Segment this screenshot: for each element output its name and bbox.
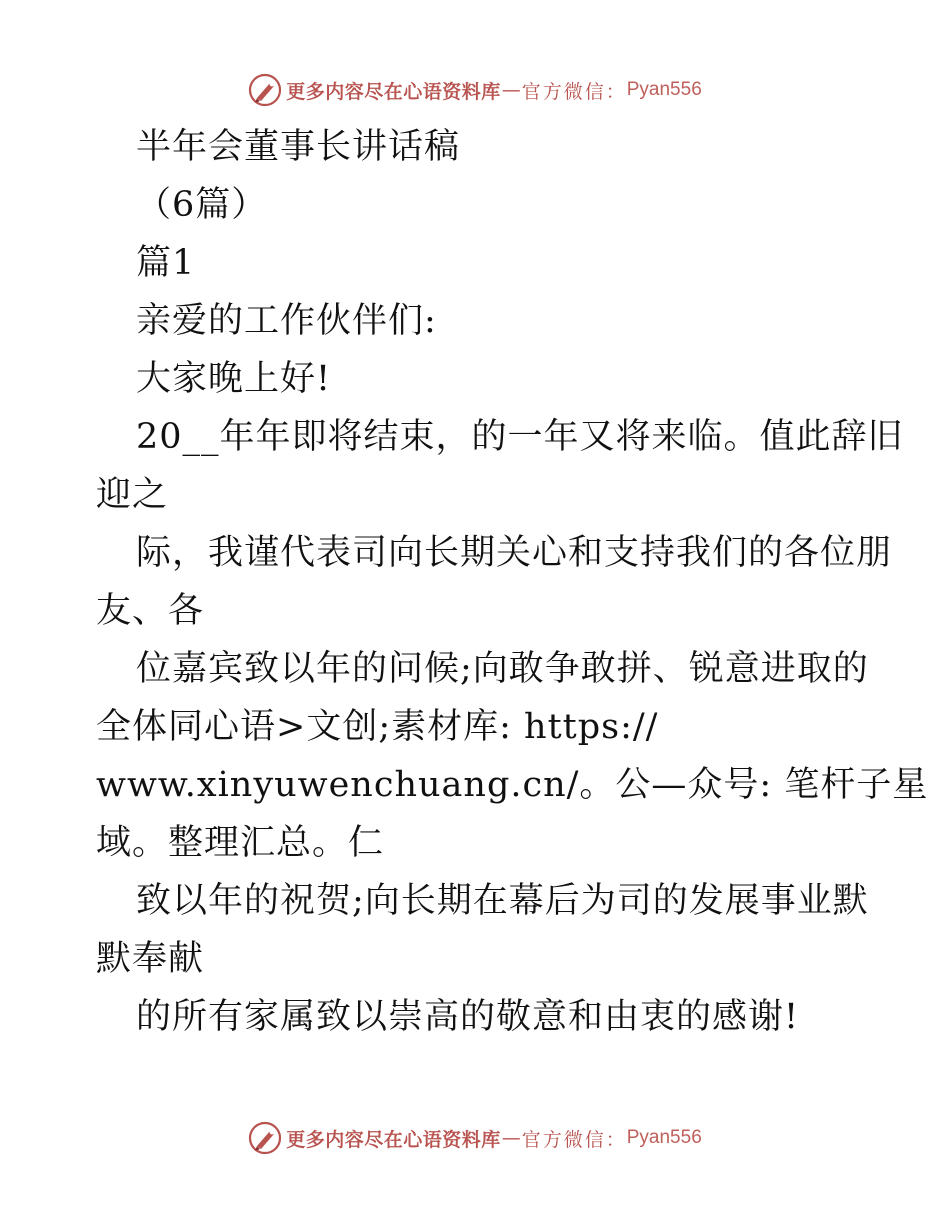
watermark-id: Pyan556 bbox=[626, 1127, 702, 1148]
pen-logo-icon bbox=[248, 1121, 282, 1155]
paragraph-line: 默奉献 bbox=[96, 939, 205, 979]
pen-logo-icon bbox=[248, 73, 282, 107]
paragraph-line: 迎之 bbox=[96, 475, 169, 515]
watermark-dash: — bbox=[501, 79, 521, 101]
paragraph-line: 位嘉宾致以年的问候;向敢争敢拼、锐意进取的 bbox=[136, 649, 869, 689]
paragraph-line: 的所有家属致以崇高的敬意和由衷的感谢! bbox=[136, 997, 800, 1037]
paragraph-line: 际，我谨代表司向长期关心和支持我们的各位朋 bbox=[136, 533, 893, 573]
document-title: 半年会董事长讲话稿 bbox=[136, 127, 461, 167]
paragraph-line: 致以年的祝贺;向长期在幕后为司的发展事业默 bbox=[136, 881, 869, 921]
paragraph-line: 全体同心语>文创;素材库: https:// bbox=[96, 707, 659, 747]
document-subtitle: （6篇） bbox=[136, 185, 268, 225]
paragraph-line: 20__年年即将结束，的一年又将来临。值此辞旧 bbox=[136, 417, 904, 457]
document-body bbox=[96, 118, 929, 1046]
paragraph-line: 友、各 bbox=[96, 591, 205, 631]
watermark-id: Pyan556 bbox=[626, 79, 702, 100]
watermark-sub-text: 官方微信： bbox=[521, 80, 627, 103]
watermark-sub-text: 官方微信： bbox=[521, 1128, 627, 1151]
salutation: 亲爱的工作伙伴们: bbox=[136, 301, 437, 341]
paragraph-line: 域。整理汇总。仁 bbox=[96, 823, 385, 863]
section-heading: 篇1 bbox=[136, 243, 196, 283]
header-watermark bbox=[0, 70, 950, 110]
watermark-dash: — bbox=[501, 1127, 521, 1149]
greeting: 大家晚上好! bbox=[136, 359, 332, 399]
paragraph-line: www.xinyuwenchuang.cn/。公—众号: 笔杆子星 bbox=[96, 765, 929, 805]
watermark-main-text: 更多内容尽在心语资料库 bbox=[286, 80, 501, 103]
watermark-main-text: 更多内容尽在心语资料库 bbox=[286, 1128, 501, 1151]
footer-watermark bbox=[0, 1118, 950, 1158]
